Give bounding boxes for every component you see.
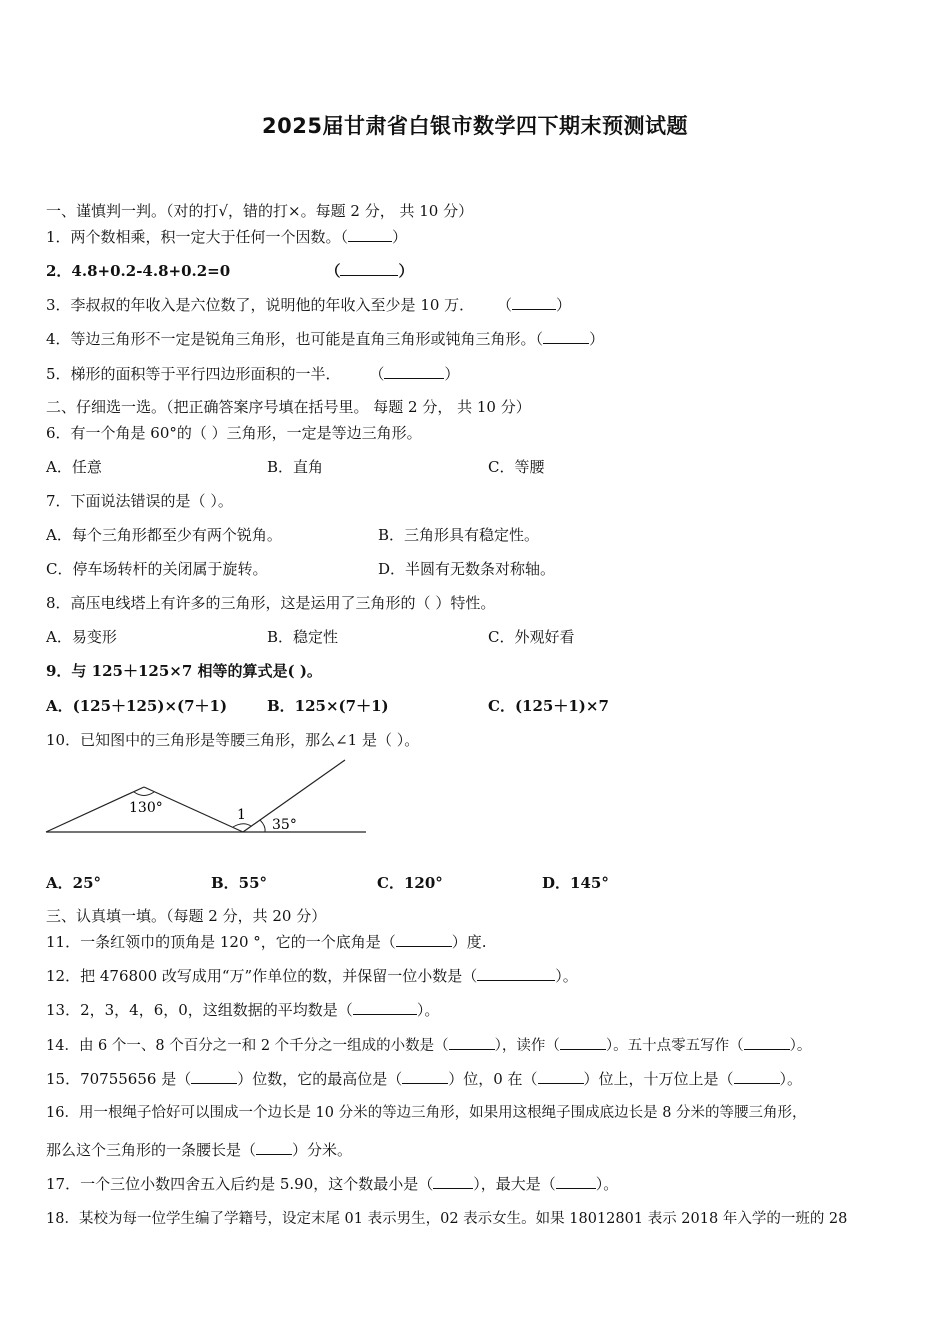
q15-part3: ）位，0 在（ <box>448 1070 538 1088</box>
question-2 <box>46 261 413 281</box>
q9-option-a[interactable]: A．(125＋125)×(7＋1) <box>46 697 228 715</box>
q11-part1: 11．一条红领巾的顶角是 120 °，它的一个底角是（ <box>46 933 396 951</box>
q3-open: （ <box>496 296 512 314</box>
answer-blank[interactable] <box>191 1069 237 1084</box>
answer-blank[interactable] <box>384 364 444 379</box>
q7-option-a[interactable]: A．每个三角形都至少有两个锐角。 <box>46 526 282 544</box>
q13-part1: 13．2，3，4，6，0，这组数据的平均数是（ <box>46 1001 353 1019</box>
answer-blank[interactable] <box>543 329 589 344</box>
q7-option-d[interactable]: D．半圆有无数条对称轴。 <box>378 560 556 578</box>
q16-part2: ）分米。 <box>292 1141 353 1159</box>
answer-blank[interactable] <box>560 1035 606 1050</box>
q10-option-a[interactable]: A．25° <box>46 874 102 892</box>
q4-end: ） <box>589 330 605 348</box>
q9-option-c[interactable]: C．(125＋1)×7 <box>488 697 609 715</box>
question-17 <box>46 1174 618 1194</box>
answer-blank[interactable] <box>396 932 452 947</box>
answer-blank[interactable] <box>353 1000 417 1015</box>
question-8: 8．高压电线塔上有许多的三角形，这是运用了三角形的（ ）特性。 <box>46 594 496 612</box>
q16-part1: 那么这个三角形的一条腰长是（ <box>46 1141 257 1159</box>
q6-option-b[interactable]: B．直角 <box>267 458 324 476</box>
question-14 <box>46 1035 811 1056</box>
question-1 <box>46 227 407 247</box>
right-angle-arc <box>260 820 265 832</box>
answer-blank[interactable] <box>256 1140 292 1155</box>
q6-option-c[interactable]: C．等腰 <box>488 458 545 476</box>
q8-option-c[interactable]: C．外观好看 <box>488 628 575 646</box>
q1-text: 1．两个数相乘，积一定大于任何一个因数。（ <box>46 228 349 246</box>
q15-part1: 15．70755656 是（ <box>46 1070 192 1088</box>
question-4 <box>46 329 604 349</box>
question-13 <box>46 1000 439 1020</box>
answer-blank[interactable] <box>734 1069 780 1084</box>
question-16-line1: 16．用一根绳子恰好可以围成一个边长是 10 分米的等边三角形，如果用这根绳子围成底边长是 8 分米的等腰三角形， <box>46 1105 807 1121</box>
question-9: 9．与 125＋125×7 相等的算式是( )。 <box>46 662 322 680</box>
question-6: 6．有一个角是 60°的（ ）三角形，一定是等边三角形。 <box>46 424 422 442</box>
answer-blank[interactable] <box>348 227 392 242</box>
angle1-arc <box>233 824 251 827</box>
label-35: 35° <box>272 817 297 833</box>
page-title: 2025届甘肃省白银市数学四下期末预测试题 <box>262 114 688 138</box>
q10-option-c[interactable]: C．120° <box>377 874 443 892</box>
q15-part5: ）。 <box>779 1070 803 1088</box>
answer-blank[interactable] <box>512 295 556 310</box>
q12-part1: 12．把 476800 改写成用“万”作单位的数，并保留一位小数是（ <box>46 967 478 985</box>
question-16-line2 <box>46 1140 352 1160</box>
section2-heading: 二、仔细选一选。（把正确答案序号填在括号里。 每题 2 分， 共 10 分） <box>46 398 531 416</box>
answer-blank[interactable] <box>538 1069 584 1084</box>
q17-part2: ），最大是（ <box>473 1175 556 1193</box>
answer-blank[interactable] <box>402 1069 448 1084</box>
question-18: 18．某校为每一位学生编了学籍号，设定末尾 01 表示男生，02 表示女生。如果 18012801 表示 2018 年入学的一班的 28 <box>46 1211 848 1227</box>
question-5 <box>46 364 459 384</box>
q5-end: ） <box>444 365 460 383</box>
q2-end: ） <box>398 262 414 280</box>
question-15 <box>46 1069 802 1089</box>
q17-part3: ）。 <box>595 1175 619 1193</box>
q2-open: （ <box>325 262 341 280</box>
answer-blank[interactable] <box>433 1174 473 1189</box>
label-130: 130° <box>129 800 163 816</box>
q14-part1: 14．由 6 个一、8 个百分之一和 2 个千分之一组成的小数是（ <box>46 1038 449 1054</box>
question-3 <box>46 295 571 315</box>
q8-option-a[interactable]: A．易变形 <box>46 628 117 646</box>
q7-option-b[interactable]: B．三角形具有稳定性。 <box>378 526 540 544</box>
question-12 <box>46 966 578 986</box>
q5-text: 5．梯形的面积等于平行四边形面积的一半． <box>46 365 341 383</box>
q15-part4: ）位上，十万位上是（ <box>583 1070 734 1088</box>
q2-text: 2．4.8+0.2-4.8+0.2=0 <box>46 262 231 280</box>
q9-option-b[interactable]: B．125×(7＋1) <box>267 697 389 715</box>
q10-option-d[interactable]: D．145° <box>542 874 609 892</box>
q15-part2: ）位数，它的最高位是（ <box>237 1070 403 1088</box>
q7-option-c[interactable]: C．停车场转杆的关闭属于旋转。 <box>46 560 268 578</box>
q14-part2: ），读作（ <box>494 1038 560 1054</box>
q14-part4: ）。 <box>789 1038 812 1054</box>
section1-heading: 一、谨慎判一判。（对的打√，错的打×。每题 2 分， 共 10 分） <box>46 202 474 220</box>
q6-option-a[interactable]: A．任意 <box>46 458 102 476</box>
q4-text: 4．等边三角形不一定是锐角三角形，也可能是直角三角形或钝角三角形。（ <box>46 330 544 348</box>
label-angle1: 1 <box>237 807 246 823</box>
question-7: 7．下面说法错误的是（ ）。 <box>46 492 233 510</box>
question-11 <box>46 932 487 952</box>
q3-end: ） <box>555 296 571 314</box>
answer-blank[interactable] <box>340 261 398 276</box>
answer-blank[interactable] <box>556 1174 596 1189</box>
q3-text: 3．李叔叔的年收入是六位数了，说明他的年收入至少是 10 万． <box>46 296 475 314</box>
q12-part2: ）。 <box>555 967 578 985</box>
section3-heading: 三、认真填一填。（每题 2 分，共 20 分） <box>46 907 327 925</box>
isosceles-triangle-figure <box>40 755 380 840</box>
q1-end: ） <box>392 228 408 246</box>
q14-part3: ）。五十点零五写作（ <box>605 1038 744 1054</box>
q11-part2: ）度. <box>451 933 487 951</box>
q10-option-b[interactable]: B．55° <box>211 874 268 892</box>
q5-open: （ <box>369 365 385 383</box>
question-10: 10．已知图中的三角形是等腰三角形，那么∠1 是（ ）。 <box>46 731 420 749</box>
q13-part2: ）。 <box>416 1001 440 1019</box>
top-angle-arc <box>134 792 154 796</box>
answer-blank[interactable] <box>449 1035 495 1050</box>
answer-blank[interactable] <box>744 1035 790 1050</box>
answer-blank[interactable] <box>477 966 555 981</box>
q17-part1: 17．一个三位小数四舍五入后约是 5.90，这个数最小是（ <box>46 1175 434 1193</box>
q8-option-b[interactable]: B．稳定性 <box>267 628 339 646</box>
